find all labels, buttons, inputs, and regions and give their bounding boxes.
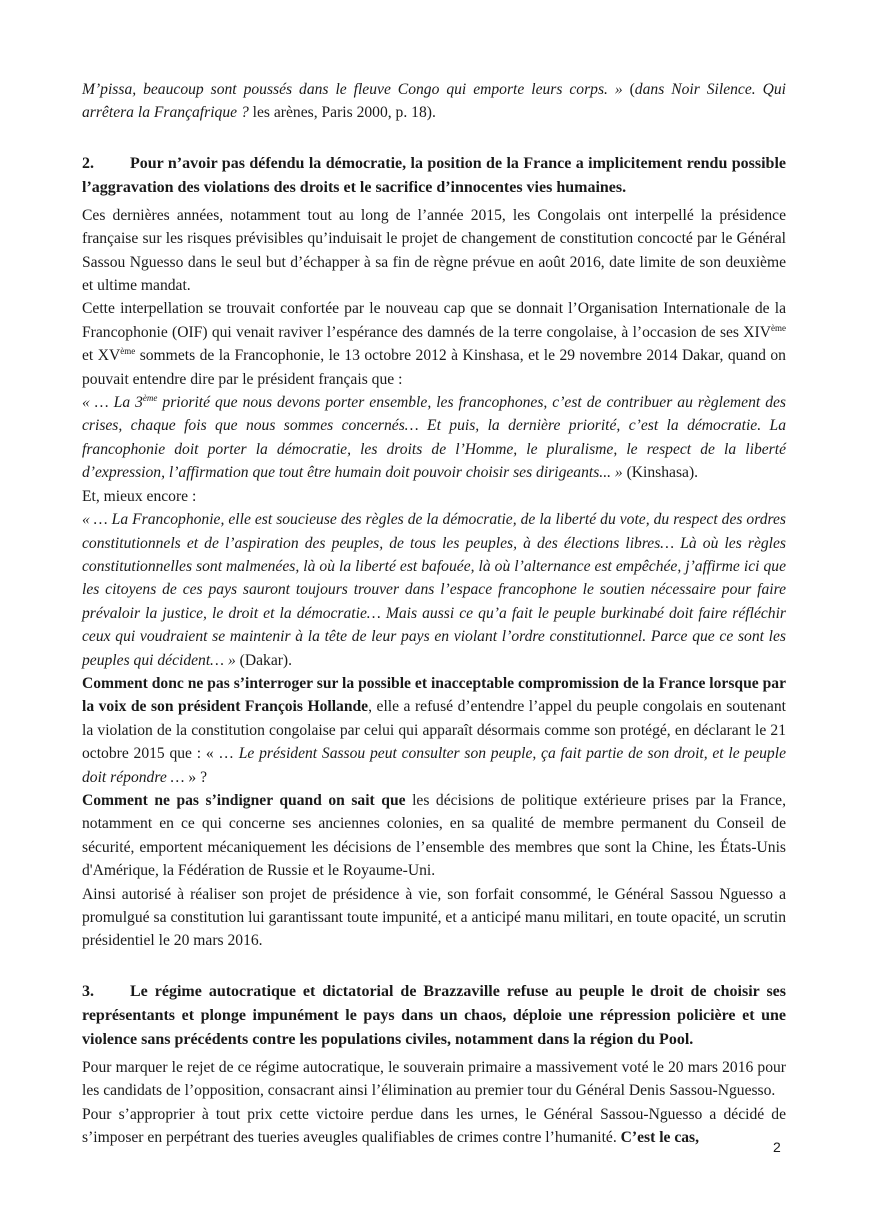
paragraph — [82, 672, 786, 789]
text: sommets de la Francophonie, le 13 octobre 2012 à Kinshasa, et le 29 novembre 2014 Dakar, quand on pouvait entendre dire par le président français que : — [82, 347, 786, 388]
section-3-heading — [82, 980, 786, 1052]
paragraph — [82, 1103, 786, 1150]
quote-kinshasa — [82, 391, 786, 485]
text: Cette interpellation se trouvait confortée par le nouveau cap que se donnait l’Organisation Internationale de la Francophonie (OIF) qui venait raviver l’espérance des damnés de la terre congolaise, à l’occasion de ses XIV — [82, 300, 786, 341]
spacer — [82, 125, 786, 152]
paragraph — [82, 789, 786, 883]
superscript: ème — [120, 346, 136, 357]
quote-dakar — [82, 508, 786, 672]
text: Pour s’approprier à tout prix cette victoire perdue dans les urnes, le Général Sassou-Nguesso a décidé de s’imposer en perpétrant des tueries aveugles qualifiables de crimes contre l’humanité. — [82, 1105, 786, 1147]
text: , elle a refusé d’entendre l’appel du peuple congolais en soutenant la violation de la constitution congolaise par celui qui apparaît désormais comme son protégé, en déclarant le 21 octobre 2015 que : « … — [82, 698, 786, 763]
source-title: dans Noir Silence. Qui arrêtera la Françafrique ? — [82, 81, 786, 122]
quote-text: « … La Francophonie, elle est soucieuse des règles de la démocratie, de la liberté du vote, du respect des ordres constitutionnels et de l’aspiration des peuples, de tous les peuples, à des élections libres… Là où les règles constitutionnelles sont malmenées, là où la liberté est bafouée, là où l’alternance est empêchée, j’affirme ici que les citoyens de ces pays sauront toujours trouver dans l’espace francophone le soutien nécessaire pour faire prévaloir la justice, le droit et la démocratie… Mais aussi ce qu’a fait le peuple burkinabé doit faire réfléchir ceux qui voudraient se maintenir à la tête de leur pays en violant l’ordre constitutionnel. Parce que ce sont les peuples qui décident… » — [82, 511, 786, 669]
spacer — [82, 953, 786, 980]
section-title: Le régime autocratique et dictatorial de Brazzaville refuse au peuple le droit de choisir ses représentants et plonge impunément le pays dans un chaos, déploie une répression policière et une violence sans précédents contre les populations civiles, notamment dans la région du Pool. — [82, 982, 786, 1048]
page-number: 2 — [773, 1139, 781, 1155]
paragraph: Ces dernières années, notamment tout au long de l’année 2015, les Congolais ont interpellé la présidence française sur les risques prévisibles qu’induisait le projet de changement de constitution concocté par le Général Sassou Nguesso dans le seul but d’échapper à sa fin de règne prévue en août 2016, date limite de son deuxième et ultime mandat. — [82, 206, 786, 295]
intro-citation — [82, 78, 786, 125]
paragraph: Et, mieux encore : — [82, 487, 197, 505]
bold-text: C’est le cas, — [620, 1129, 700, 1147]
text: « … La 3 — [82, 394, 143, 412]
source-details: les arènes, Paris 2000, p. 18). — [248, 104, 436, 122]
section-number: 2. — [82, 154, 94, 172]
quote-text: M’pissa, beaucoup sont poussés dans le fleuve Congo qui emporte leurs corps. » — [82, 81, 623, 98]
bold-text: Comment donc ne pas s’interroger sur la possible et inacceptable compromission de la France lorsque par la voix de son président François Hollande — [82, 674, 786, 716]
paren: ( — [622, 81, 635, 98]
quote-source: (Kinshasa). — [622, 464, 699, 482]
quote-source: (Dakar). — [235, 651, 293, 669]
paragraph — [82, 297, 786, 391]
superscript: ème — [771, 322, 786, 333]
quote-text: Le président Sassou peut consulter son peuple, ça fait partie de son droit, et le peuple doit répondre … — [82, 745, 786, 786]
text: et XV — [82, 347, 121, 365]
text: les décisions de politique extérieure prises par la France, notamment en ce qui concerne ses anciennes colonies, en sa qualité de membre permanent du Conseil de sécurité, emportent mécaniquement les décisions de l’ensemble des membres que sont la Chine, les États-Unis d'Amérique, la Fédération de Russie et le Royaume-Uni. — [82, 791, 786, 880]
bold-text: Comment ne pas s’indigner quand on sait que — [82, 791, 406, 809]
section-title: Pour n’avoir pas défendu la démocratie, la position de la France a implicitement rendu possible l’aggravation des violations des droits et le sacrifice d’innocentes vies humaines. — [82, 154, 786, 196]
paragraph: Ainsi autorisé à réaliser son projet de présidence à vie, son forfait consommé, le Général Sassou Nguesso a promulgué sa constitution lui garantissant toute impunité, et a anticipé manu militari, en toute opacité, un scrutin présidentiel le 20 mars 2016. — [82, 885, 786, 950]
document-page — [82, 78, 786, 1149]
section-number: 3. — [82, 982, 94, 1000]
quote-text: priorité que nous devons porter ensemble, les francophones, c’est de contribuer au règlement des crises, chaque fois que nous sommes concernés… Et puis, la dernière priorité, c’est la démocratie. La francophonie doit porter la démocratie, les droits de l’Homme, le pluralisme, le respect de la liberté d’expression, l’affirmation que tout être humain doit pouvoir choisir ses dirigeants... » — [82, 394, 786, 482]
paragraph: Pour marquer le rejet de ce régime autocratique, le souverain primaire a massivement voté le 20 mars 2016 pour les candidats de l’opposition, consacrant ainsi l’élimination au premier tour du Général Denis Sassou-Nguesso. — [82, 1058, 786, 1100]
text: » ? — [184, 768, 208, 786]
section-2-heading — [82, 152, 786, 200]
superscript: ème — [142, 392, 158, 403]
